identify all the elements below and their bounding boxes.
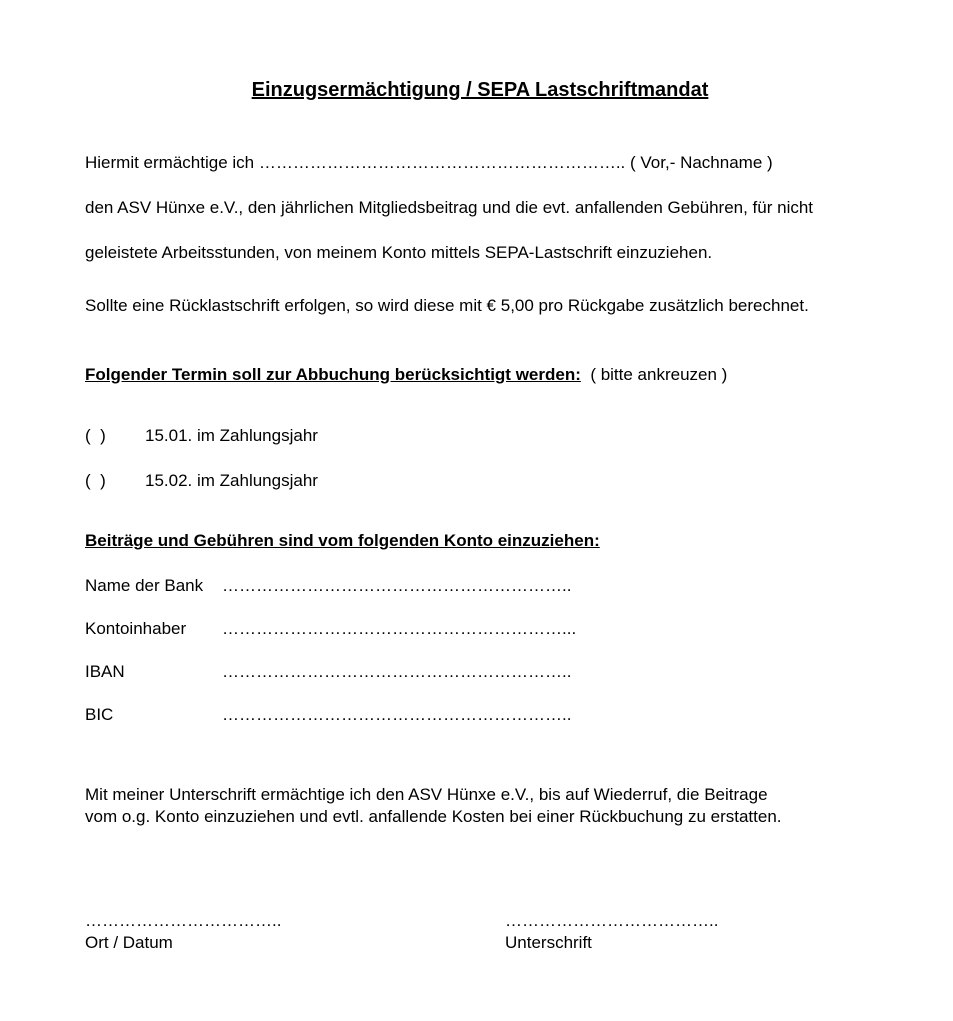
document-content (85, 0, 875, 1021)
field-row-iban (85, 650, 576, 693)
unterschrift-label: Unterschrift (505, 933, 592, 952)
due-date-options (85, 413, 318, 503)
checkbox-15-02: ( ) (85, 471, 106, 490)
intro-paragraph (85, 140, 813, 275)
due-date-heading-note: ( bitte ankreuzen ) (580, 365, 728, 384)
bank-name-fill-line: …………………………………………………….. (222, 576, 572, 595)
ort-datum-label: Ort / Datum (85, 933, 173, 952)
iban-label: IBAN (85, 662, 125, 681)
option-label-15-02: 15.02. im Zahlungsjahr (145, 471, 318, 490)
checkbox-15-01: ( ) (85, 426, 106, 445)
unterschrift-signature-line: ……………………………….. (505, 911, 719, 930)
signature-block-unterschrift (505, 910, 718, 954)
bic-label: BIC (85, 705, 114, 724)
field-row-bank-name (85, 564, 576, 607)
account-heading: Beiträge und Gebühren sind vom folgenden Konto einzuziehen: (85, 531, 600, 550)
account-fields (85, 564, 576, 736)
account-holder-fill-line: ……………………………………………………... (222, 619, 577, 638)
intro-line-1-prefix: Hiermit ermächtige ich (85, 153, 259, 172)
option-label-15-01: 15.01. im Zahlungsjahr (145, 426, 318, 445)
signature-block-ort-datum (85, 910, 281, 954)
authorization-note (85, 784, 782, 828)
name-fill-line: ……………………………………………………….. (258, 153, 626, 172)
account-heading-row (85, 530, 600, 552)
document-title: Einzugsermächtigung / SEPA Lastschriftmandat (251, 79, 709, 101)
ort-datum-signature-line: …………………………….. (85, 911, 282, 930)
bic-fill-line: …………………………………………………….. (222, 705, 572, 724)
due-date-heading-row (85, 364, 727, 386)
due-date-heading: Folgender Termin soll zur Abbuchung berücksichtigt werden: (85, 365, 581, 384)
intro-line-2: den ASV Hünxe e.V., den jährlichen Mitgliedsbeitrag und die evt. anfallenden Gebühren, für nicht (85, 198, 814, 217)
bank-name-label: Name der Bank (85, 576, 204, 595)
intro-line-1 (85, 140, 813, 185)
option-row-15-02 (85, 458, 318, 503)
authorization-line-2: vom o.g. Konto einzuziehen und evtl. anfallende Kosten bei einer Rückbuchung zu erstatten. (85, 807, 782, 826)
authorization-line-1: Mit meiner Unterschrift ermächtige ich den ASV Hünxe e.V., bis auf Wiederruf, die Beitrage (85, 785, 768, 804)
option-row-15-01 (85, 413, 318, 458)
intro-line-3: geleistete Arbeitsstunden, von meinem Konto mittels SEPA-Lastschrift einzuziehen. (85, 243, 713, 262)
return-debit-fee-note: Sollte eine Rücklastschrift erfolgen, so wird diese mit € 5,00 pro Rückgabe zusätzlich berechnet. (85, 296, 809, 315)
field-row-bic (85, 693, 576, 736)
field-row-account-holder (85, 607, 576, 650)
account-holder-label: Kontoinhaber (85, 619, 187, 638)
vor-nachname-label: ( Vor,- Nachname ) (625, 153, 773, 172)
iban-fill-line: …………………………………………………….. (222, 662, 572, 681)
